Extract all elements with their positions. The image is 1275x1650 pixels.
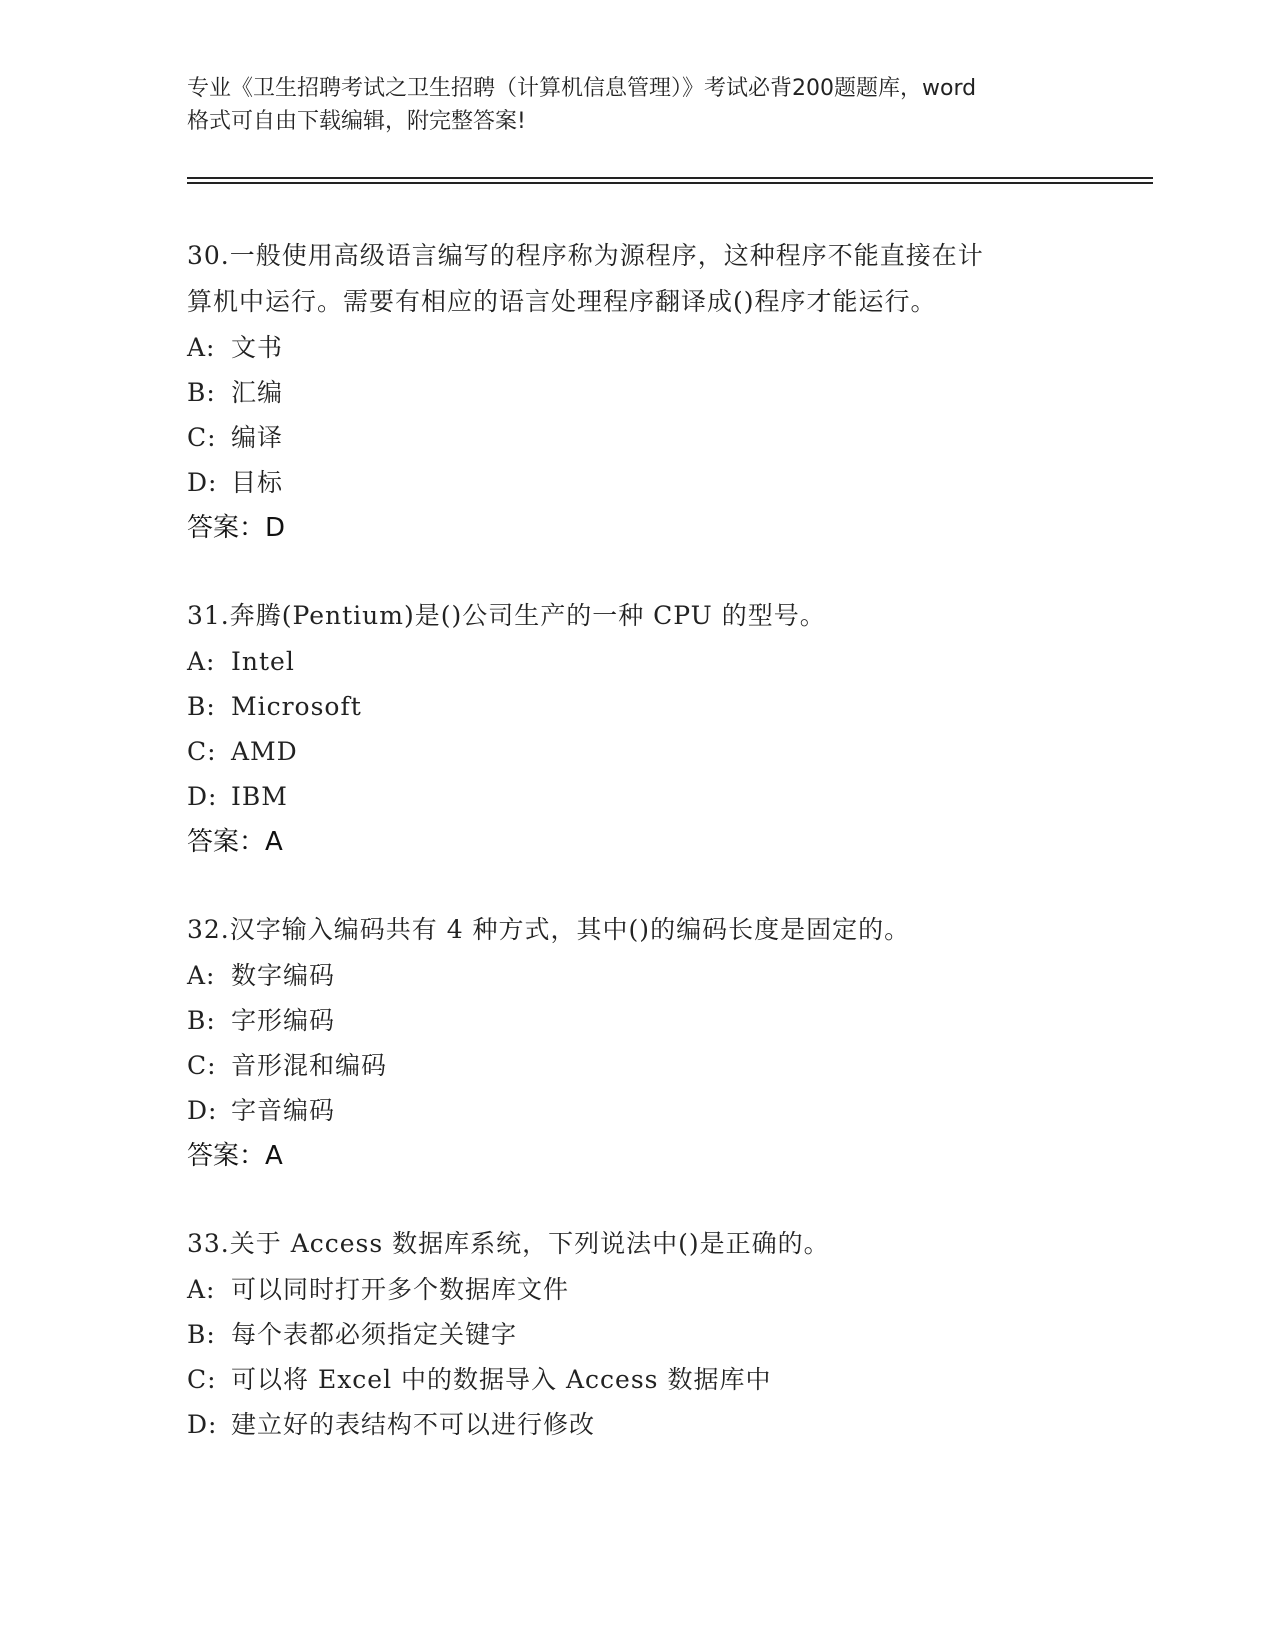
document-header [187,72,1087,138]
option-text: 文书 [231,333,284,362]
option-letter: B: [187,1006,216,1035]
option-text: IBM [231,782,288,811]
option-letter: D: [187,1410,218,1439]
answer-option [187,998,1087,1043]
answer-option [187,325,1087,370]
answer-option [187,1312,1087,1357]
option-letter: A: [187,647,216,676]
option-letter: C: [187,737,217,766]
option-text: 字形编码 [231,1006,336,1035]
question-text: 32.汉字输入编码共有 4 种方式，其中()的编码长度是固定的。 [187,915,911,944]
answer-option [187,639,1087,684]
option-letter: D: [187,782,218,811]
option-text: 编译 [231,423,284,452]
answer-option [187,774,1087,819]
header-divider-top [187,177,1153,179]
question-item [187,233,1087,551]
option-text: AMD [231,737,298,766]
option-letter: A: [187,961,216,990]
header-line-1: 专业《卫生招聘考试之卫生招聘（计算机信息管理）》考试必背200题题库，word [187,76,977,101]
answer-option [187,953,1087,998]
option-text: 目标 [231,468,284,497]
question-text: 算机中运行。需要有相应的语言处理程序翻译成()程序才能运行。 [187,287,937,316]
question-item [187,1221,1087,1447]
option-text: 字音编码 [231,1096,336,1125]
answer-option [187,1043,1087,1088]
option-text: 可以同时打开多个数据库文件 [231,1275,570,1304]
answer-key: 答案：A [187,827,283,857]
answer-key: 答案：A [187,1141,283,1171]
option-text: 可以将 Excel 中的数据导入 Access 数据库中 [231,1365,772,1394]
option-text: Intel [231,647,295,676]
header-line-2: 格式可自由下载编辑，附完整答案! [187,109,526,134]
answer-option [187,370,1087,415]
option-letter: D: [187,468,218,497]
header-divider-bottom [187,182,1153,184]
option-letter: A: [187,1275,216,1304]
question-text: 33.关于 Access 数据库系统，下列说法中()是正确的。 [187,1229,830,1258]
option-text: 每个表都必须指定关键字 [231,1320,518,1349]
answer-key: 答案：D [187,513,286,543]
question-list [187,233,1087,1489]
option-text: Microsoft [231,692,362,721]
option-letter: B: [187,1320,216,1349]
option-letter: C: [187,423,217,452]
answer-option [187,684,1087,729]
option-text: 汇编 [231,378,284,407]
option-text: 数字编码 [231,961,336,990]
question-item [187,593,1087,865]
option-letter: C: [187,1051,217,1080]
option-text: 音形混和编码 [231,1051,388,1080]
option-letter: A: [187,333,216,362]
answer-option [187,460,1087,505]
answer-option [187,1088,1087,1133]
answer-option [187,1402,1087,1447]
option-letter: C: [187,1365,217,1394]
answer-option [187,1267,1087,1312]
question-text: 31.奔腾(Pentium)是()公司生产的一种 CPU 的型号。 [187,601,826,630]
option-letter: B: [187,378,216,407]
answer-option [187,729,1087,774]
question-text: 30.一般使用高级语言编写的程序称为源程序，这种程序不能直接在计 [187,241,984,270]
option-letter: D: [187,1096,218,1125]
answer-option [187,1357,1087,1402]
option-letter: B: [187,692,216,721]
answer-option [187,415,1087,460]
option-text: 建立好的表结构不可以进行修改 [231,1410,596,1439]
question-item [187,907,1087,1179]
